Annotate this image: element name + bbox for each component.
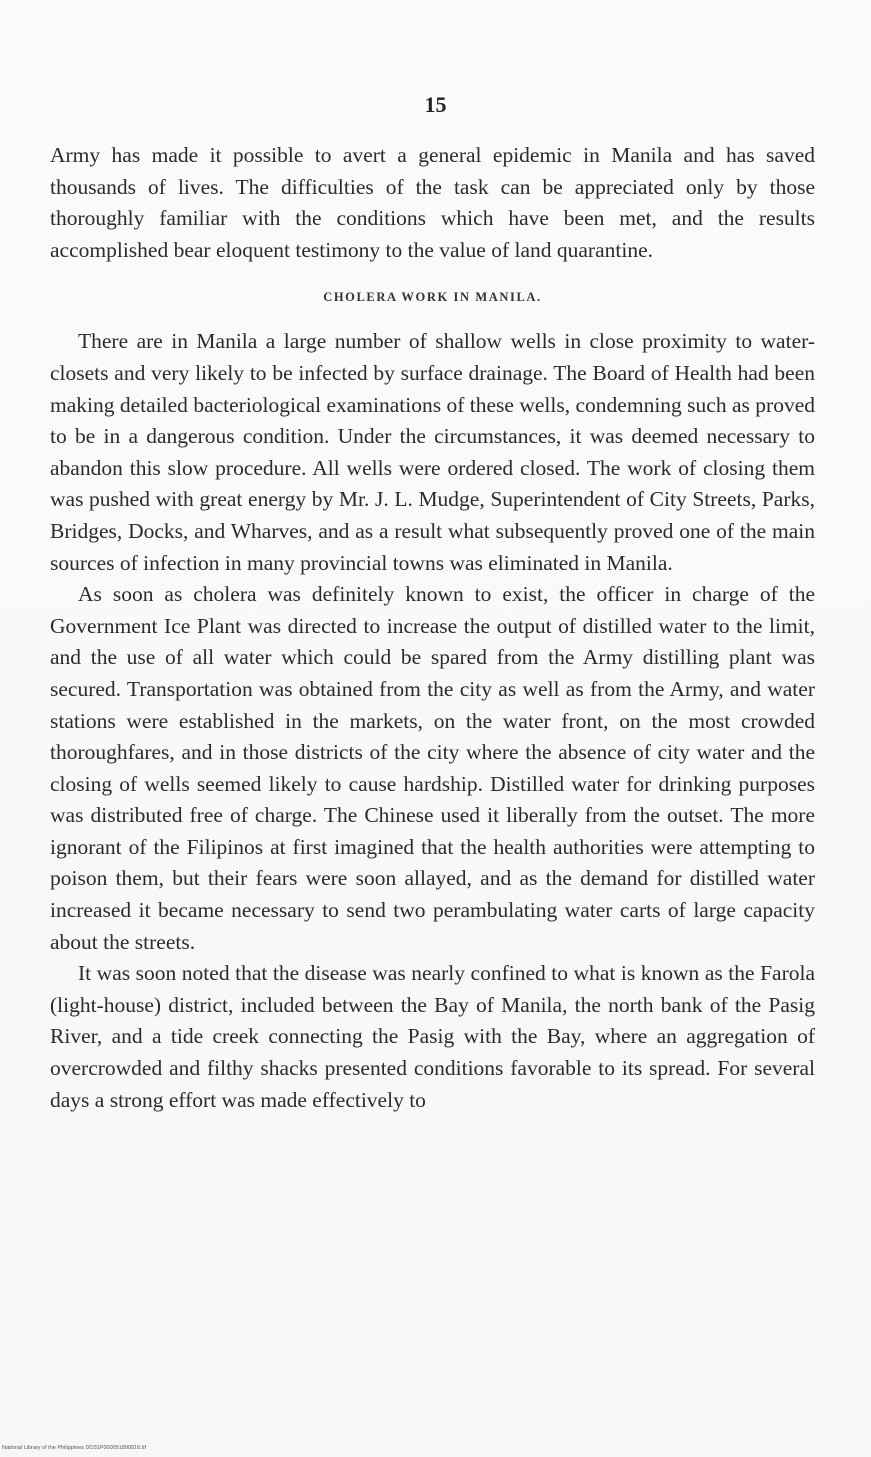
paragraph-farola-district: It was soon noted that the disease was nearly confined to what is known as the Farola (light-house) district, included between the Bay of Manila, the north bank of the Pasig River, and a tide creek connecting the Pasig with the Bay, where an aggregation of overcrowded and filthy shacks presented conditions favorable to its spread. For several days a strong effort was made effectively to [50, 961, 815, 1112]
paragraph-wells: There are in Manila a large number of shallow wells in close proximity to water-closets and very likely to be infected by surface drainage. The Board of Health had been making detailed bacteriological examinations of these wells, condemning such as proved to be in a dangerous condition. Under the circumstances, it was deemed necessary to abandon this slow procedure. All wells were ordered closed. The work of closing them was pushed with great energy by Mr. J. L. Mudge, Superintendent of City Streets, Parks, Bridges, Docks, and Wharves, and as a result what subsequently proved one of the main sources of infection in many provincial towns was eliminated in Manila. [50, 329, 815, 575]
scan-footer-note: National Library of the Philippines DO31P000051890016.tif [2, 1445, 147, 1451]
paragraph-distilled-water: As soon as cholera was definitely known to exist, the officer in charge of the Government Ice Plant was directed to increase the output of distilled water to the limit, and the use of all water which could be spared from the Army distilling plant was secured. Transportation was obtained from the city as well as from the Army, and water stations were established in the markets, on the water front, on the most crowded thoroughfares, and in those districts of the city where the absence of city water and the closing of wells seemed likely to cause hardship. Distilled water for drinking purposes was distributed free of charge. The Chinese used it liberally from the outset. The more ignorant of the Filipinos at first imagined that the health authorities were attempting to poison them, but their fears were soon allayed, and as the demand for distilled water increased it became necessary to send two perambulating water carts of large capacity about the streets. [50, 582, 815, 954]
page-body [50, 140, 815, 1116]
paragraph-continuation: Army has made it possible to avert a general epidemic in Manila and has saved thousands of lives. The difficulties of the task can be appreciated only by those thoroughly familiar with the conditions which have been met, and the results accomplished bear eloquent testimony to the value of land quarantine. [50, 143, 815, 262]
section-heading: CHOLERA WORK IN MANILA. [323, 290, 542, 305]
page-number: 15 [424, 92, 447, 117]
